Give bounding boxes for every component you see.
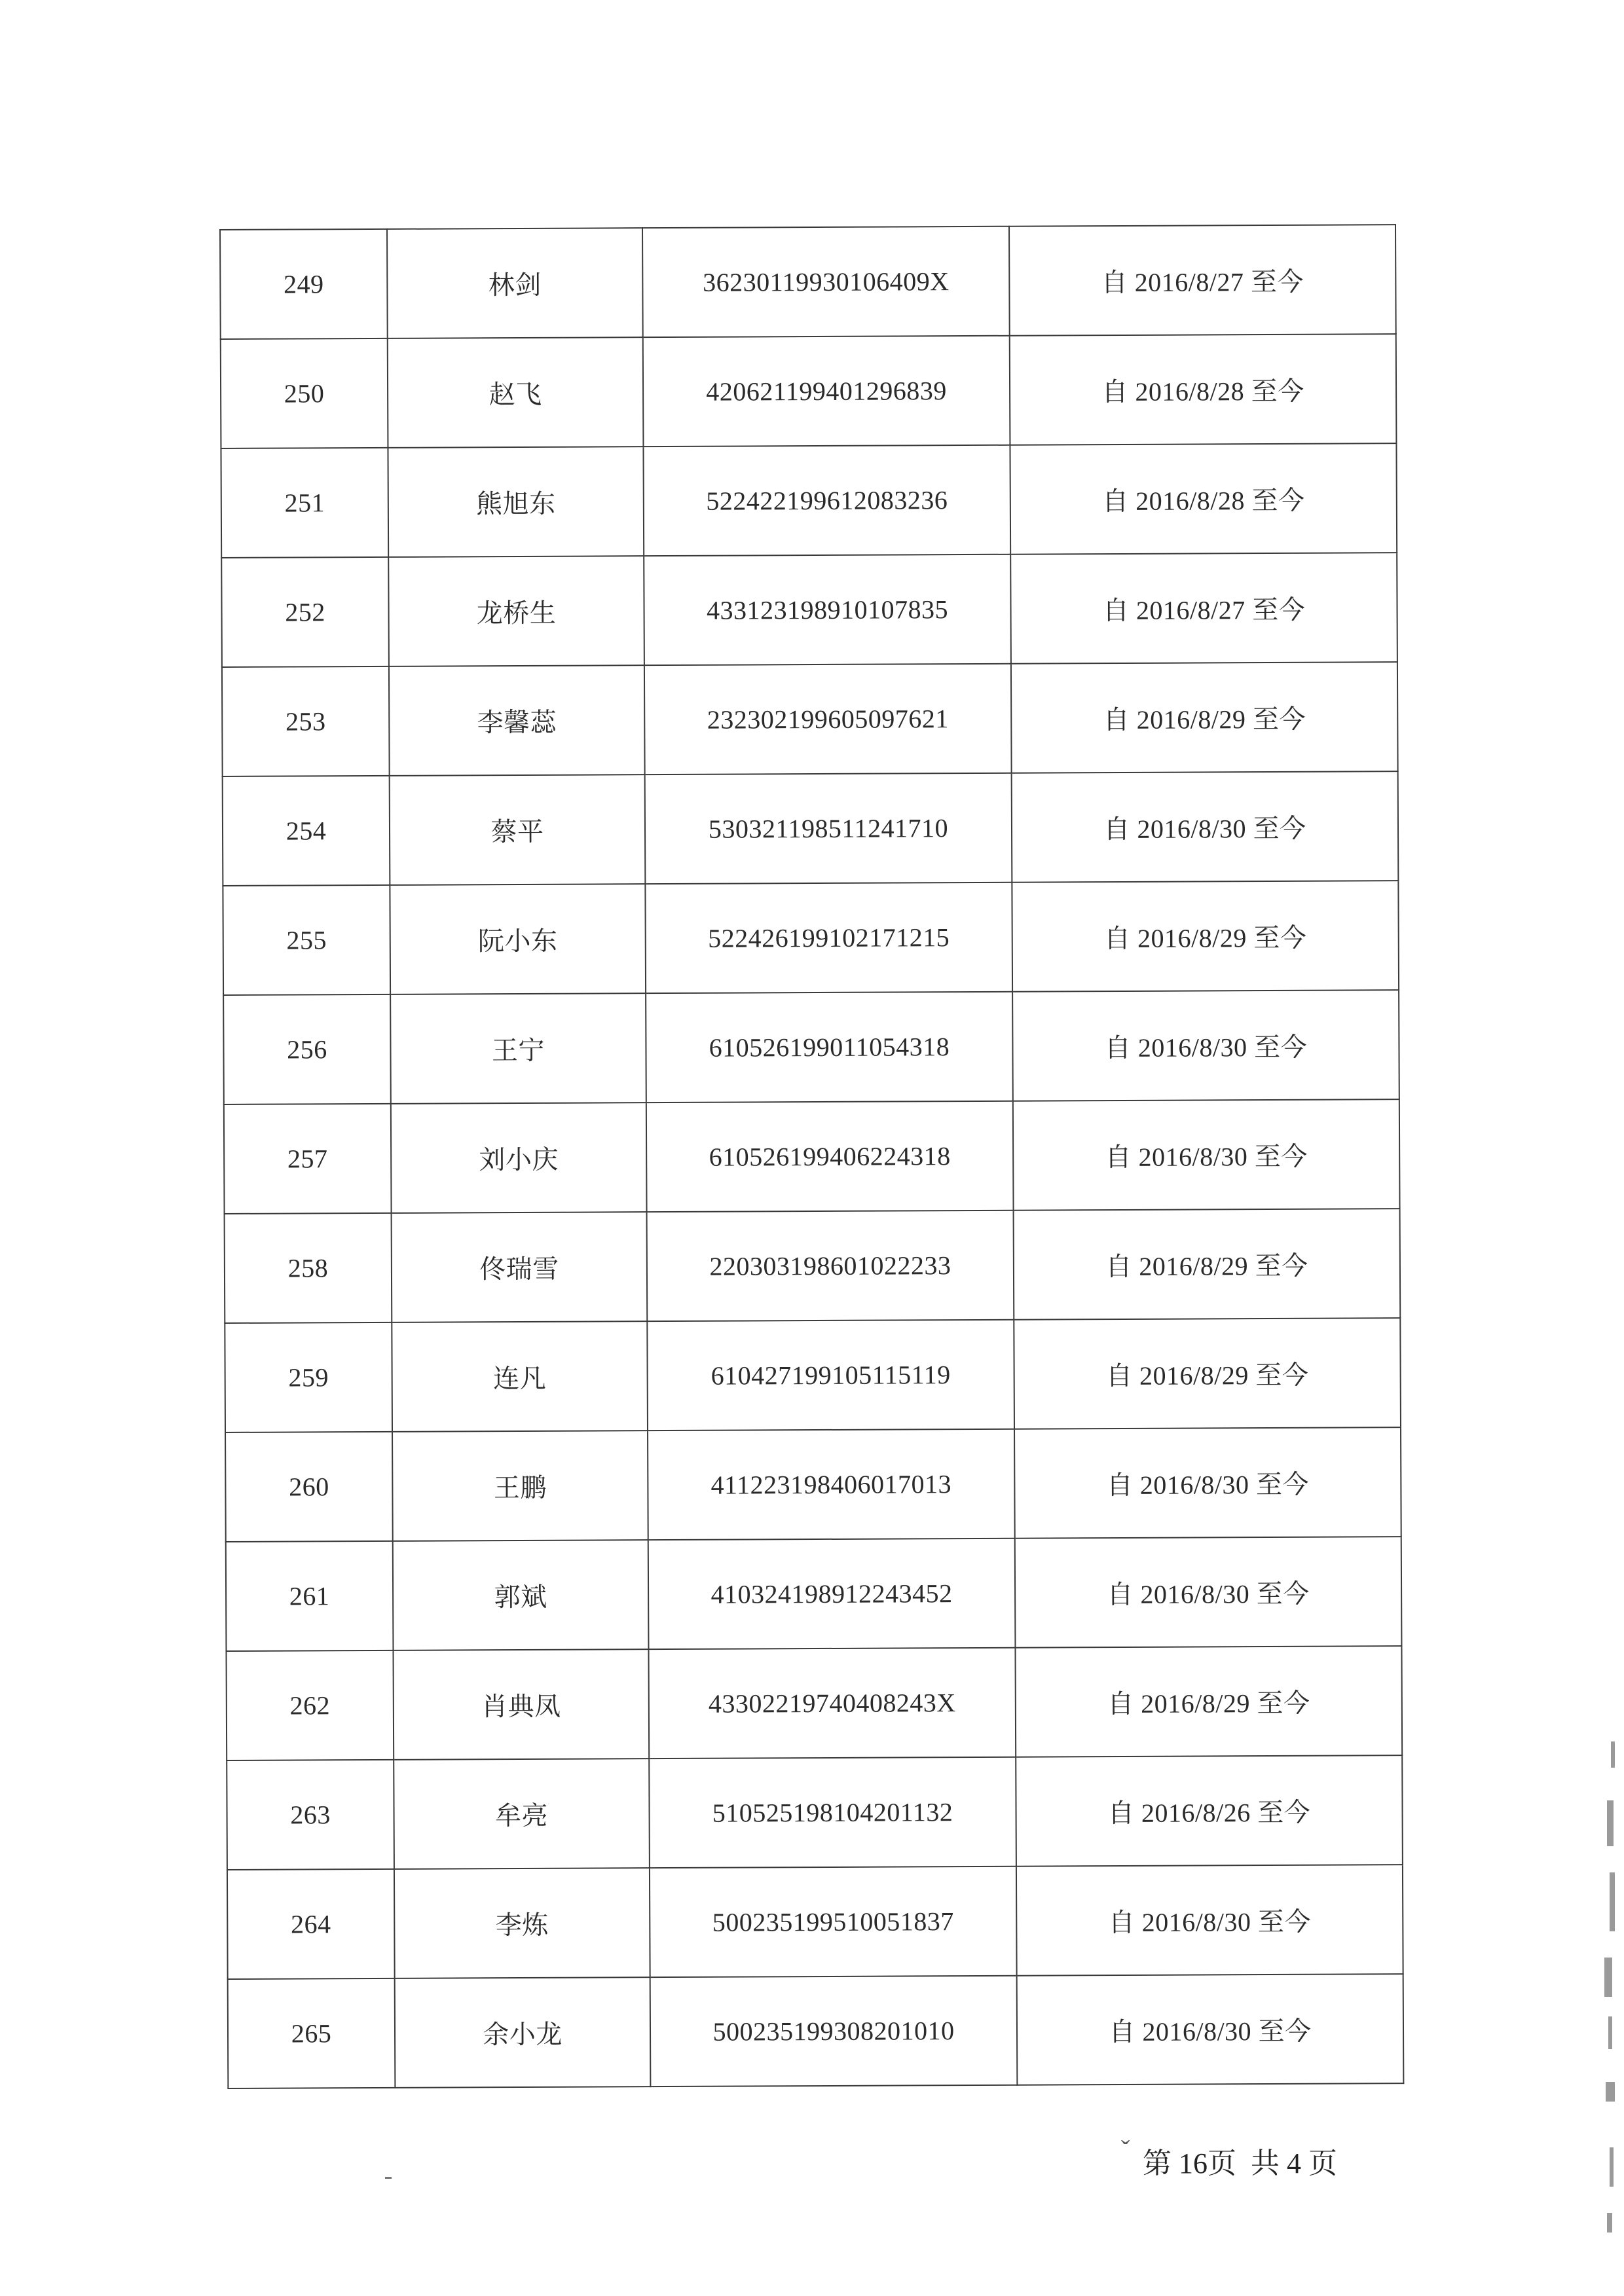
id-number-cell: 411223198406017013 bbox=[648, 1429, 1015, 1540]
name-cell: 李炼 bbox=[394, 1868, 650, 1978]
roster-table-body bbox=[220, 225, 1403, 2088]
table-row bbox=[221, 334, 1397, 448]
roster-table bbox=[219, 224, 1404, 2089]
period-cell: 自 2016/8/26 至今 bbox=[1016, 1755, 1403, 1867]
name-cell: 刘小庆 bbox=[391, 1102, 647, 1213]
page-number: 第 16页 共 4 页 bbox=[1143, 2147, 1337, 2179]
table-row bbox=[223, 990, 1399, 1104]
table-row bbox=[226, 1646, 1402, 1760]
id-number-cell: 610427199105115119 bbox=[647, 1320, 1014, 1430]
id-number-cell: 522422199612083236 bbox=[643, 445, 1010, 556]
id-number-cell: 220303198601022233 bbox=[647, 1211, 1014, 1321]
serial-number-cell: 249 bbox=[220, 229, 388, 339]
serial-number-cell: 257 bbox=[224, 1104, 392, 1214]
name-cell: 赵飞 bbox=[388, 337, 644, 448]
period-cell: 自 2016/8/27 至今 bbox=[1009, 225, 1396, 336]
serial-number-cell: 253 bbox=[222, 666, 390, 776]
period-cell: 自 2016/8/30 至今 bbox=[1012, 771, 1399, 883]
serial-number-cell: 258 bbox=[225, 1213, 392, 1323]
name-cell: 王鹏 bbox=[392, 1430, 648, 1541]
table-row bbox=[221, 553, 1397, 667]
period-cell: 自 2016/8/29 至今 bbox=[1015, 1646, 1402, 1757]
table-row bbox=[222, 662, 1398, 776]
period-cell: 自 2016/8/29 至今 bbox=[1014, 1209, 1401, 1320]
serial-number-cell: 260 bbox=[225, 1432, 393, 1542]
period-cell: 自 2016/8/30 至今 bbox=[1014, 1427, 1401, 1539]
scan-edge-marks bbox=[1598, 1741, 1624, 2239]
table-row bbox=[221, 443, 1397, 558]
id-number-cell: 36230119930106409X bbox=[642, 227, 1010, 337]
name-cell: 李馨蕊 bbox=[389, 665, 645, 776]
serial-number-cell: 256 bbox=[223, 994, 391, 1104]
name-cell: 牟亮 bbox=[394, 1758, 650, 1869]
footer-mark: ˇ bbox=[1121, 2135, 1130, 2164]
name-cell: 肖典凤 bbox=[393, 1649, 649, 1760]
serial-number-cell: 259 bbox=[225, 1322, 392, 1432]
id-number-cell: 610526199406224318 bbox=[646, 1101, 1014, 1212]
serial-number-cell: 265 bbox=[228, 1978, 396, 2088]
name-cell: 郭斌 bbox=[393, 1540, 649, 1650]
id-number-cell: 500235199510051837 bbox=[650, 1867, 1017, 1977]
table-row bbox=[226, 1537, 1402, 1651]
name-cell: 熊旭东 bbox=[388, 446, 644, 557]
period-cell: 自 2016/8/29 至今 bbox=[1014, 1318, 1401, 1429]
id-number-cell: 410324198912243452 bbox=[648, 1539, 1016, 1649]
name-cell: 蔡平 bbox=[390, 774, 646, 885]
period-cell: 自 2016/8/29 至今 bbox=[1012, 881, 1399, 992]
period-cell: 自 2016/8/30 至今 bbox=[1012, 990, 1399, 1101]
id-number-cell: 43302219740408243X bbox=[648, 1648, 1016, 1758]
name-cell: 佟瑞雪 bbox=[392, 1212, 648, 1322]
serial-number-cell: 255 bbox=[223, 885, 390, 995]
name-cell: 林剑 bbox=[387, 228, 643, 338]
name-cell: 阮小东 bbox=[390, 884, 646, 994]
id-number-cell: 522426199102171215 bbox=[645, 883, 1012, 993]
id-number-cell: 530321198511241710 bbox=[645, 773, 1012, 884]
table-row bbox=[224, 1099, 1400, 1214]
name-cell: 王宁 bbox=[390, 993, 646, 1104]
serial-number-cell: 262 bbox=[226, 1650, 394, 1760]
id-number-cell: 610526199011054318 bbox=[646, 992, 1013, 1102]
id-number-cell: 500235199308201010 bbox=[650, 1976, 1018, 2086]
table-row bbox=[225, 1318, 1401, 1432]
period-cell: 自 2016/8/30 至今 bbox=[1013, 1099, 1400, 1211]
serial-number-cell: 250 bbox=[221, 338, 388, 448]
serial-number-cell: 263 bbox=[227, 1760, 394, 1870]
period-cell: 自 2016/8/30 至今 bbox=[1016, 1865, 1403, 1976]
table-row bbox=[225, 1209, 1401, 1323]
period-cell: 自 2016/8/28 至今 bbox=[1010, 334, 1397, 445]
scan-speck bbox=[385, 2177, 392, 2179]
table-row bbox=[223, 771, 1399, 886]
table-row bbox=[227, 1755, 1403, 1870]
table-row bbox=[228, 1974, 1404, 2088]
name-cell: 龙桥生 bbox=[388, 556, 644, 666]
serial-number-cell: 254 bbox=[223, 776, 390, 886]
period-cell: 自 2016/8/28 至今 bbox=[1010, 443, 1397, 555]
id-number-cell: 510525198104201132 bbox=[649, 1757, 1016, 1868]
id-number-cell: 433123198910107835 bbox=[644, 555, 1011, 665]
serial-number-cell: 264 bbox=[227, 1869, 395, 1979]
table-row bbox=[227, 1865, 1403, 1979]
name-cell: 余小龙 bbox=[395, 1977, 651, 2088]
id-number-cell: 420621199401296839 bbox=[643, 336, 1010, 446]
period-cell: 自 2016/8/27 至今 bbox=[1010, 553, 1397, 664]
table-row bbox=[223, 881, 1399, 995]
table-row bbox=[225, 1427, 1401, 1542]
period-cell: 自 2016/8/29 至今 bbox=[1011, 662, 1398, 773]
serial-number-cell: 251 bbox=[221, 448, 388, 558]
table-row bbox=[220, 225, 1396, 339]
period-cell: 自 2016/8/30 至今 bbox=[1017, 1974, 1404, 2085]
id-number-cell: 232302199605097621 bbox=[644, 664, 1012, 774]
serial-number-cell: 261 bbox=[226, 1541, 394, 1651]
period-cell: 自 2016/8/30 至今 bbox=[1015, 1537, 1402, 1648]
name-cell: 连凡 bbox=[392, 1321, 648, 1432]
serial-number-cell: 252 bbox=[221, 557, 389, 667]
